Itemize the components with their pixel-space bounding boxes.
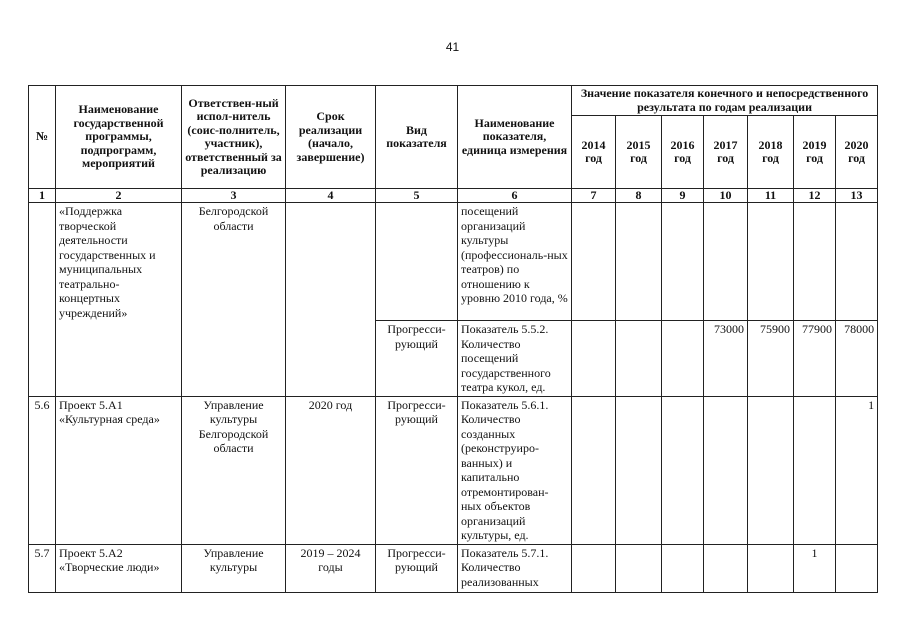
value-2018 bbox=[748, 396, 794, 544]
implementation-period bbox=[286, 203, 376, 397]
program-name: Проект 5.А1 «Культурная среда» bbox=[56, 396, 182, 544]
table-row bbox=[29, 396, 878, 544]
value-2020: 78000 bbox=[836, 321, 878, 397]
row-num bbox=[29, 203, 56, 397]
header-year: 2018 год bbox=[748, 116, 794, 189]
header-indicator-name: Наименование показателя, единица измерения bbox=[458, 86, 572, 189]
column-number: 11 bbox=[748, 189, 794, 203]
page-number: 41 bbox=[445, 40, 460, 54]
value-2019: 1 bbox=[794, 544, 836, 592]
header-values-group: Значение показателя конечного и непосредственного результата по годам реализации bbox=[572, 86, 878, 116]
value-2015 bbox=[616, 544, 662, 592]
header-row bbox=[29, 86, 878, 116]
value-2018 bbox=[748, 544, 794, 592]
column-number: 9 bbox=[662, 189, 704, 203]
column-number: 8 bbox=[616, 189, 662, 203]
value-2014 bbox=[572, 396, 616, 544]
implementation-period: 2020 год bbox=[286, 396, 376, 544]
value-2019 bbox=[794, 203, 836, 321]
column-number: 12 bbox=[794, 189, 836, 203]
value-2015 bbox=[616, 203, 662, 321]
responsible-executor: Управление культуры bbox=[182, 544, 286, 592]
implementation-period: 2019 – 2024 годы bbox=[286, 544, 376, 592]
indicator-name: Показатель 5.5.2. Количество посещений государственного театра кукол, ед. bbox=[458, 321, 572, 397]
value-2016 bbox=[662, 544, 704, 592]
column-number: 3 bbox=[182, 189, 286, 203]
value-2018 bbox=[748, 203, 794, 321]
header-year: 2015 год bbox=[616, 116, 662, 189]
indicator-name: Показатель 5.6.1. Количество созданных (реконструиро-ванных) и капитально отремонтирован-ных объектов организаций культуры, ед. bbox=[458, 396, 572, 544]
indicator-type: Прогресси-рующий bbox=[376, 396, 458, 544]
value-2020: 1 bbox=[836, 396, 878, 544]
value-2014 bbox=[572, 203, 616, 321]
table-row bbox=[29, 203, 878, 321]
row-num: 5.6 bbox=[29, 396, 56, 544]
column-number: 4 bbox=[286, 189, 376, 203]
value-2016 bbox=[662, 396, 704, 544]
value-2017 bbox=[704, 544, 748, 592]
column-number: 7 bbox=[572, 189, 616, 203]
indicator-type bbox=[376, 203, 458, 321]
column-number: 13 bbox=[836, 189, 878, 203]
value-2019 bbox=[794, 396, 836, 544]
indicator-type: Прогресси-рующий bbox=[376, 321, 458, 397]
value-2014 bbox=[572, 321, 616, 397]
value-2015 bbox=[616, 396, 662, 544]
indicator-type: Прогресси-рующий bbox=[376, 544, 458, 592]
column-number: 5 bbox=[376, 189, 458, 203]
header-year: 2016 год bbox=[662, 116, 704, 189]
header-indicator-type: Вид показателя bbox=[376, 86, 458, 189]
value-2020 bbox=[836, 544, 878, 592]
row-num: 5.7 bbox=[29, 544, 56, 592]
column-number: 6 bbox=[458, 189, 572, 203]
responsible-executor: Белгородской области bbox=[182, 203, 286, 397]
header-num: № bbox=[29, 86, 56, 189]
column-number: 1 bbox=[29, 189, 56, 203]
indicators-table bbox=[28, 85, 878, 593]
value-2020 bbox=[836, 203, 878, 321]
header-program: Наименование государственной программы, подпрограмм, мероприятий bbox=[56, 86, 182, 189]
column-number: 10 bbox=[704, 189, 748, 203]
header-year: 2020 год bbox=[836, 116, 878, 189]
value-2017: 73000 bbox=[704, 321, 748, 397]
value-2018: 75900 bbox=[748, 321, 794, 397]
header-period: Срок реализации (начало, завершение) bbox=[286, 86, 376, 189]
value-2017 bbox=[704, 203, 748, 321]
header-year: 2019 год bbox=[794, 116, 836, 189]
value-2014 bbox=[572, 544, 616, 592]
column-numbers-row bbox=[29, 189, 878, 203]
responsible-executor: Управление культуры Белгородской области bbox=[182, 396, 286, 544]
indicator-name: посещений организаций культуры (профессиональ-ных театров) по отношению к уровню 2010 года, % bbox=[458, 203, 572, 321]
program-name: Проект 5.А2 «Творческие люди» bbox=[56, 544, 182, 592]
value-2015 bbox=[616, 321, 662, 397]
header-year: 2017 год bbox=[704, 116, 748, 189]
header-year: 2014 год bbox=[572, 116, 616, 189]
indicator-name: Показатель 5.7.1. Количество реализованных bbox=[458, 544, 572, 592]
header-responsible: Ответствен-ный испол-нитель (соис-полнитель, участник), ответственный за реализацию bbox=[182, 86, 286, 189]
value-2016 bbox=[662, 203, 704, 321]
value-2017 bbox=[704, 396, 748, 544]
program-name: «Поддержка творческой деятельности государственных и муниципальных театрально-концертных учреждений» bbox=[56, 203, 182, 397]
table-row bbox=[29, 544, 878, 592]
value-2016 bbox=[662, 321, 704, 397]
column-number: 2 bbox=[56, 189, 182, 203]
value-2019: 77900 bbox=[794, 321, 836, 397]
